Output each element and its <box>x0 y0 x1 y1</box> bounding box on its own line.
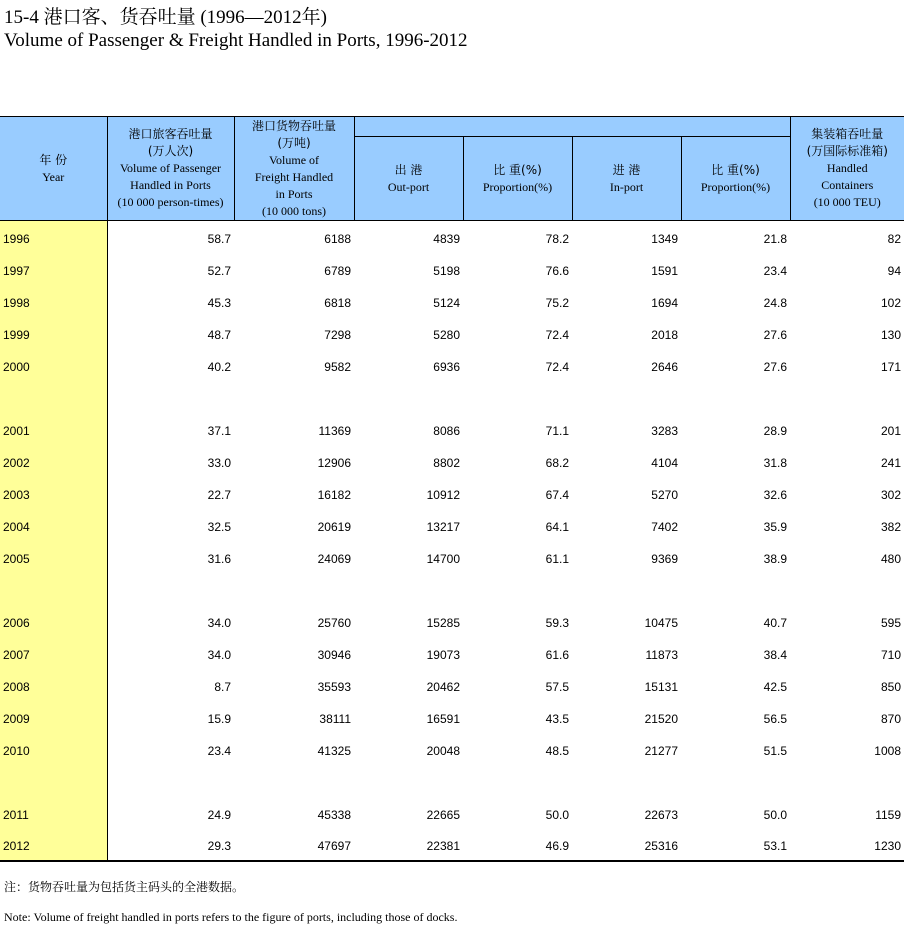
cell-passenger: 37.1 <box>207 423 231 438</box>
table-row <box>0 221 904 253</box>
cell-freight: 6818 <box>324 295 351 310</box>
cell-outport: 5198 <box>433 263 460 278</box>
cell-inport: 15131 <box>644 679 678 694</box>
table-row <box>0 797 904 829</box>
cell-outport: 6936 <box>433 359 460 374</box>
cell-year: 1996 <box>0 221 107 253</box>
header-inport-proportion: 比 重(%) Proportion(%) <box>681 137 790 221</box>
cell-outport: 14700 <box>426 551 460 566</box>
cell-in-prop: 53.1 <box>681 829 790 861</box>
header-passenger: 港口旅客吞吐量 (万人次) Volume of Passenger Handled in Ports (10 000 person-times) <box>107 117 234 221</box>
cell-freight: 16182 <box>317 487 351 502</box>
spacer-cell <box>790 381 904 413</box>
table-row <box>0 349 904 381</box>
cell-freight: 12906 <box>317 455 351 470</box>
cell-freight: 25760 <box>317 615 351 630</box>
cell-out-prop: 57.5 <box>545 679 569 694</box>
cell-freight: 6188 <box>324 231 351 246</box>
spacer-cell <box>354 573 463 605</box>
cell-out-prop: 43.5 <box>545 711 569 726</box>
cell-inport: 21277 <box>644 743 678 758</box>
footnote-english: Note: Volume of freight handled in ports refers to the figure of ports, including those of docks. <box>4 910 458 924</box>
cell-in-prop: 23.4 <box>763 263 787 278</box>
spacer-row <box>0 765 904 797</box>
cell-out-prop: 59.3 <box>545 615 569 630</box>
cell-containers: 595 <box>880 615 901 630</box>
cell-out-prop: 72.4 <box>545 327 569 342</box>
spacer-cell <box>107 765 234 797</box>
cell-out-prop: 67.4 <box>545 487 569 502</box>
cell-passenger: 23.4 <box>207 743 231 758</box>
cell-containers: 302 <box>880 487 901 502</box>
cell-out-prop: 72.4 <box>545 359 569 374</box>
cell-passenger: 31.6 <box>207 551 231 566</box>
cell-containers: 480 <box>880 551 901 566</box>
table-row <box>0 701 904 733</box>
spacer-cell <box>463 381 572 413</box>
cell-freight: 35593 <box>317 679 351 694</box>
cell-year: 2005 <box>0 541 107 573</box>
cell-year: 2010 <box>0 733 107 765</box>
cell-outport: 16591 <box>426 711 460 726</box>
cell-containers: 850 <box>880 679 901 694</box>
cell-passenger: 52.7 <box>207 263 231 278</box>
table-row <box>0 285 904 317</box>
spacer-cell <box>572 573 681 605</box>
table-row <box>0 829 904 861</box>
cell-out-prop: 71.1 <box>545 423 569 438</box>
cell-inport: 5270 <box>651 487 678 502</box>
table-row <box>0 605 904 637</box>
cell-freight: 20619 <box>317 519 351 534</box>
cell-inport: 22673 <box>644 807 678 822</box>
cell-containers: 201 <box>880 423 901 438</box>
cell-outport: 8802 <box>433 455 460 470</box>
spacer-cell <box>234 765 354 797</box>
spacer-cell <box>107 381 234 413</box>
port-volume-table <box>0 116 904 862</box>
cell-freight: 47697 <box>234 829 354 861</box>
cell-containers: 710 <box>880 647 901 662</box>
spacer-cell <box>354 381 463 413</box>
cell-outport: 15285 <box>426 615 460 630</box>
cell-inport: 4104 <box>651 455 678 470</box>
spacer-cell <box>354 765 463 797</box>
cell-passenger: 45.3 <box>207 295 231 310</box>
cell-in-prop: 38.4 <box>763 647 787 662</box>
cell-inport: 21520 <box>644 711 678 726</box>
cell-in-prop: 21.8 <box>763 231 787 246</box>
cell-year: 1998 <box>0 285 107 317</box>
spacer-cell <box>0 573 107 605</box>
spacer-cell <box>0 381 107 413</box>
cell-inport: 7402 <box>651 519 678 534</box>
header-outport: 出 港 Out-port <box>354 137 463 221</box>
table-row <box>0 637 904 669</box>
cell-in-prop: 35.9 <box>763 519 787 534</box>
cell-containers: 1159 <box>875 807 901 822</box>
cell-in-prop: 32.6 <box>763 487 787 502</box>
cell-in-prop: 24.8 <box>763 295 787 310</box>
cell-inport: 2018 <box>651 327 678 342</box>
spacer-cell <box>234 573 354 605</box>
cell-outport: 10912 <box>426 487 460 502</box>
table-row <box>0 541 904 573</box>
cell-inport: 25316 <box>572 829 681 861</box>
spacer-row <box>0 573 904 605</box>
spacer-row <box>0 381 904 413</box>
cell-outport: 4839 <box>433 231 460 246</box>
table-row <box>0 733 904 765</box>
cell-in-prop: 38.9 <box>763 551 787 566</box>
cell-out-prop: 76.6 <box>545 263 569 278</box>
cell-year: 1997 <box>0 253 107 285</box>
header-year: 年 份 Year <box>0 117 107 221</box>
cell-year: 2001 <box>0 413 107 445</box>
spacer-cell <box>572 765 681 797</box>
header-freight: 港口货物吞吐量 (万吨) Volume of Freight Handled in Ports (10 000 tons) <box>234 117 354 221</box>
table-body <box>0 221 904 861</box>
cell-in-prop: 42.5 <box>763 679 787 694</box>
cell-passenger: 22.7 <box>207 487 231 502</box>
cell-freight: 9582 <box>324 359 351 374</box>
cell-out-prop: 61.1 <box>545 551 569 566</box>
cell-inport: 2646 <box>651 359 678 374</box>
cell-out-prop: 50.0 <box>545 807 569 822</box>
header-containers: 集装箱吞吐量 (万国际标准箱) Handled Containers (10 000 TEU) <box>790 117 904 221</box>
cell-year: 2009 <box>0 701 107 733</box>
cell-passenger: 48.7 <box>207 327 231 342</box>
spacer-cell <box>790 573 904 605</box>
cell-containers: 1230 <box>790 829 904 861</box>
cell-containers: 1008 <box>874 743 901 758</box>
cell-passenger: 40.2 <box>207 359 231 374</box>
spacer-cell <box>790 765 904 797</box>
cell-freight: 24069 <box>317 551 351 566</box>
cell-in-prop: 28.9 <box>763 423 787 438</box>
cell-year: 2000 <box>0 349 107 381</box>
table-row <box>0 445 904 477</box>
cell-out-prop: 46.9 <box>463 829 572 861</box>
footnote-chinese: 注：货物吞吐量为包括货主码头的全港数据。 <box>4 880 245 894</box>
table-row <box>0 477 904 509</box>
spacer-cell <box>0 765 107 797</box>
spacer-cell <box>234 381 354 413</box>
cell-containers: 870 <box>880 711 901 726</box>
table-row <box>0 509 904 541</box>
cell-in-prop: 51.5 <box>763 743 787 758</box>
cell-freight: 30946 <box>317 647 351 662</box>
cell-outport: 20048 <box>426 743 460 758</box>
table-row <box>0 253 904 285</box>
cell-passenger: 24.9 <box>207 807 231 822</box>
cell-containers: 82 <box>887 231 901 246</box>
cell-passenger: 33.0 <box>207 455 231 470</box>
spacer-cell <box>572 381 681 413</box>
spacer-cell <box>463 573 572 605</box>
cell-freight: 45338 <box>317 807 351 822</box>
cell-in-prop: 27.6 <box>763 327 787 342</box>
cell-passenger: 29.3 <box>107 829 234 861</box>
cell-inport: 10475 <box>644 615 678 630</box>
cell-out-prop: 78.2 <box>545 231 569 246</box>
table-row <box>0 669 904 701</box>
cell-out-prop: 75.2 <box>545 295 569 310</box>
cell-outport: 19073 <box>426 647 460 662</box>
cell-out-prop: 48.5 <box>545 743 569 758</box>
cell-outport: 13217 <box>426 519 460 534</box>
table-row <box>0 413 904 445</box>
cell-passenger: 32.5 <box>207 519 231 534</box>
cell-freight: 38111 <box>319 711 351 726</box>
spacer-cell <box>681 381 790 413</box>
cell-freight: 11369 <box>318 423 351 438</box>
cell-in-prop: 31.8 <box>763 455 787 470</box>
spacer-cell <box>681 573 790 605</box>
table-row <box>0 317 904 349</box>
cell-freight: 7298 <box>324 327 351 342</box>
cell-in-prop: 50.0 <box>763 807 787 822</box>
header-outport-proportion: 比 重(%) Proportion(%) <box>463 137 572 221</box>
cell-outport: 22381 <box>354 829 463 861</box>
cell-passenger: 15.9 <box>207 711 231 726</box>
cell-year: 2004 <box>0 509 107 541</box>
cell-passenger: 58.7 <box>207 231 231 246</box>
cell-outport: 8086 <box>433 423 460 438</box>
cell-out-prop: 61.6 <box>545 647 569 662</box>
cell-out-prop: 68.2 <box>545 455 569 470</box>
cell-year: 2006 <box>0 605 107 637</box>
cell-inport: 11873 <box>645 647 678 662</box>
cell-in-prop: 56.5 <box>763 711 787 726</box>
cell-outport: 20462 <box>426 679 460 694</box>
spacer-cell <box>463 765 572 797</box>
page-title-english: Volume of Passenger & Freight Handled in Ports, 1996-2012 <box>4 30 468 51</box>
cell-year: 2003 <box>0 477 107 509</box>
cell-year: 2012 <box>0 829 107 861</box>
cell-containers: 130 <box>880 327 901 342</box>
cell-inport: 3283 <box>651 423 678 438</box>
cell-inport: 1349 <box>651 231 678 246</box>
cell-passenger: 34.0 <box>207 647 231 662</box>
page-title-chinese: 15-4 港口客、货吞吐量 (1996—2012年) <box>4 7 327 28</box>
cell-passenger: 34.0 <box>207 615 231 630</box>
spacer-cell <box>681 765 790 797</box>
header-inport: 进 港 In-port <box>572 137 681 221</box>
cell-containers: 102 <box>880 295 901 310</box>
cell-containers: 241 <box>880 455 901 470</box>
cell-containers: 171 <box>880 359 901 374</box>
cell-in-prop: 27.6 <box>763 359 787 374</box>
cell-freight: 6789 <box>324 263 351 278</box>
cell-year: 2008 <box>0 669 107 701</box>
cell-inport: 1591 <box>651 263 678 278</box>
cell-outport: 22665 <box>426 807 460 822</box>
cell-year: 2002 <box>0 445 107 477</box>
cell-freight: 41325 <box>317 743 351 758</box>
cell-year: 2011 <box>0 797 107 829</box>
cell-out-prop: 64.1 <box>545 519 569 534</box>
cell-containers: 382 <box>880 519 901 534</box>
header-freight-breakdown-band <box>354 117 790 137</box>
cell-in-prop: 40.7 <box>763 615 787 630</box>
cell-outport: 5280 <box>433 327 460 342</box>
cell-outport: 5124 <box>433 295 460 310</box>
cell-year: 1999 <box>0 317 107 349</box>
cell-inport: 1694 <box>651 295 678 310</box>
spacer-cell <box>107 573 234 605</box>
cell-containers: 94 <box>887 263 901 278</box>
cell-passenger: 8.7 <box>214 679 231 694</box>
cell-inport: 9369 <box>651 551 678 566</box>
cell-year: 2007 <box>0 637 107 669</box>
